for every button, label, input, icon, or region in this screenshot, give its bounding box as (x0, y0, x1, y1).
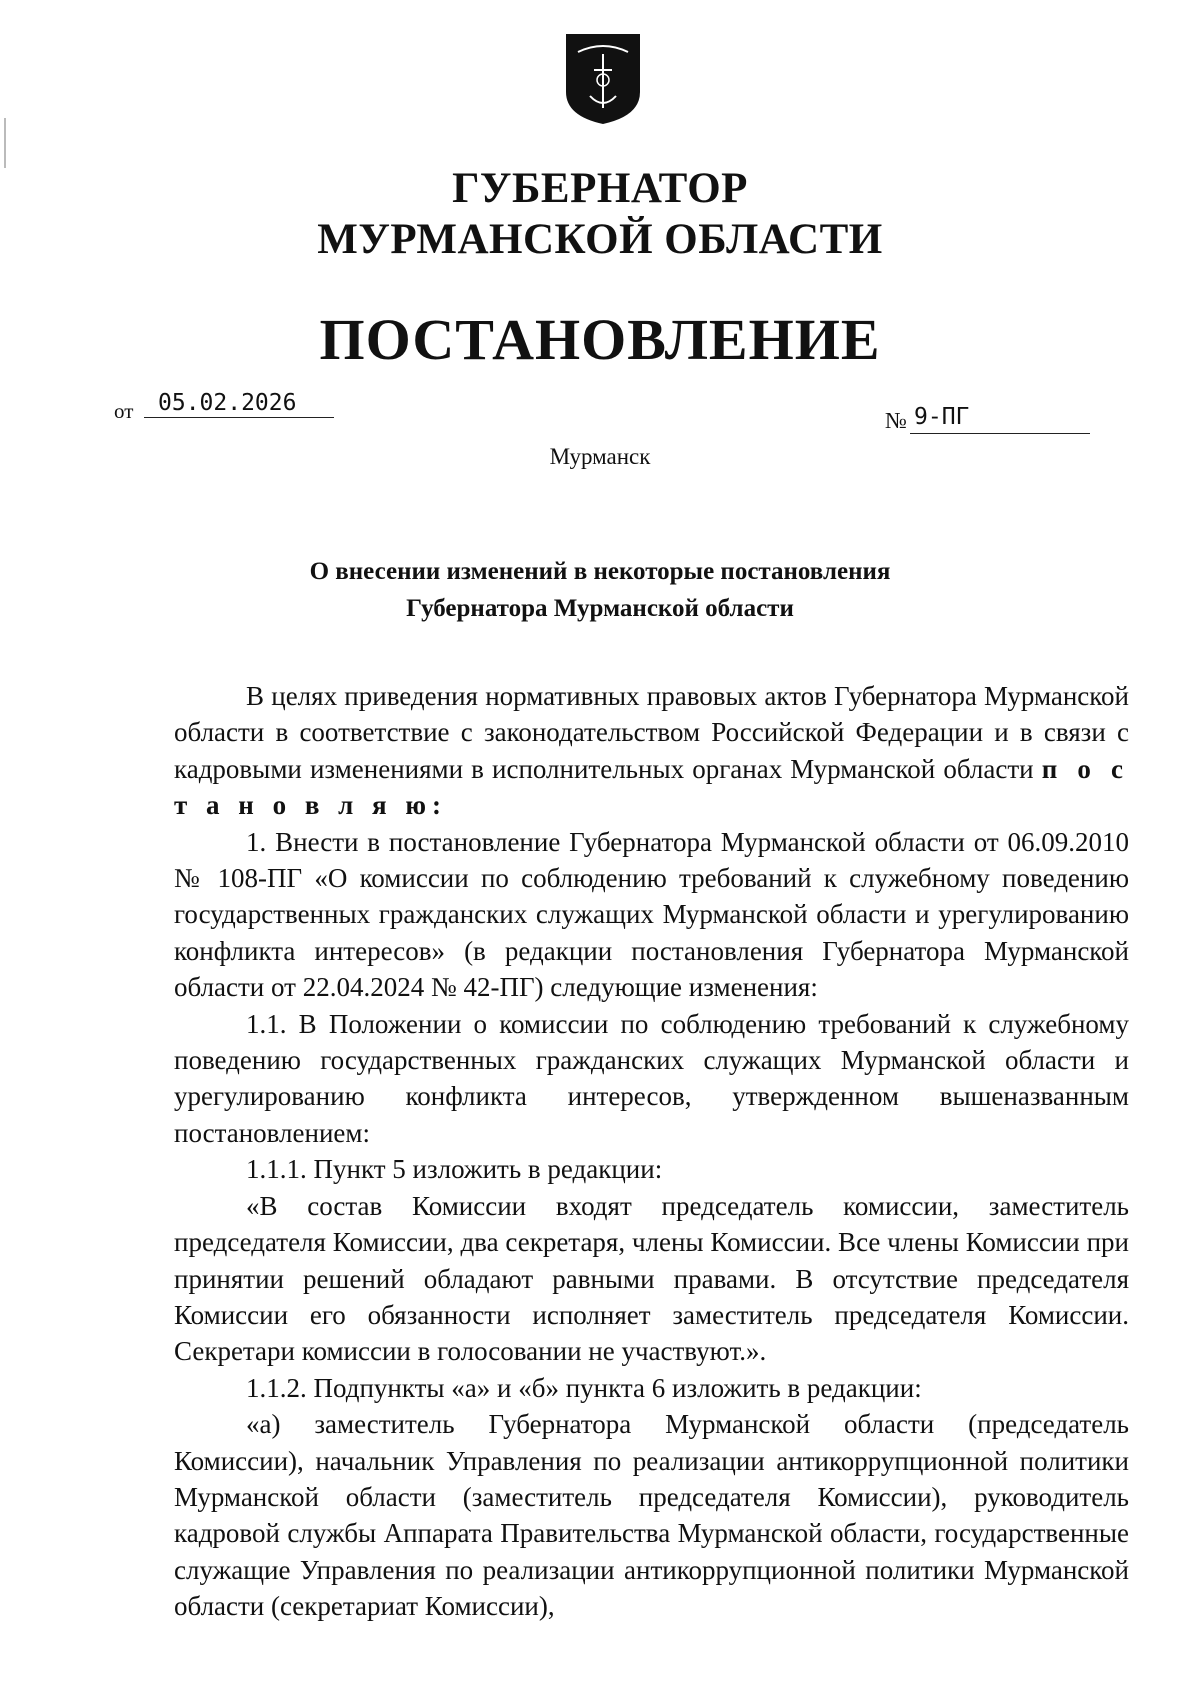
document-type-title: ПОСТАНОВЛЕНИЕ (319, 307, 881, 372)
number-field: 9-ПГ (910, 400, 1090, 434)
paragraph-1: 1. Внести в постановление Губернатора Мурманской области от 06.09.2010 № 108-ПГ «О комиссии по соблюдению требований к служебному поведению государственных гражданских служащих Мурманской области и урегулированию конфликта интересов» (в редакции постановления Губернатора Мурманской области от 22.04.2024 № 42-ПГ) следующие изменения: (174, 826, 1129, 1003)
decree-word: п о с т а н о в л я ю: (174, 753, 1130, 821)
scan-margin-mark (4, 118, 6, 168)
intro-paragraph (174, 678, 1129, 824)
coat-of-arms-emblem-icon (564, 30, 642, 126)
paragraph-1-1-2-a: «а) заместитель Губернатора Мурманской области (председатель Комиссии), начальник Управления по реализации антикоррупционной политики Мурманской области (заместитель председателя Комиссии), руководитель кадровой службы Аппарата Правительства Мурманской области, государственные служащие Управления по реализации антикоррупционной политики Мурманской области (секретариат Комиссии), (174, 1409, 1129, 1622)
authority-title-line1: ГУБЕРНАТОР (452, 165, 748, 212)
city-name: Мурманск (549, 444, 651, 469)
paragraph-1-1-2: 1.1.2. Подпункты «а» и «б» пункта 6 изложить в редакции: (246, 1372, 922, 1403)
number-label: № (885, 408, 907, 433)
authority-title-line2: МУРМАНСКОЙ ОБЛАСТИ (317, 216, 883, 263)
subject-line2: Губернатора Мурманской области (406, 595, 794, 622)
paragraph-1-1: 1.1. В Положении о комиссии по соблюдению требований к служебному поведению государственных гражданских служащих Мурманской области и урегулированию конфликта интересов, утвержденном вышеназванным постановлением: (174, 1008, 1129, 1148)
date-label: от (114, 399, 134, 423)
document-subject (0, 553, 1200, 627)
document-body (174, 678, 1129, 1625)
intro-text: В целях приведения нормативных правовых актов Губернатора Мурманской области в соответствие с законодательством Российской Федерации и в связи с кадровыми изменениями в исполнительных органах Мурманской области (174, 681, 1129, 784)
date-field: 05.02.2026 (144, 388, 334, 418)
subject-line1: О внесении изменений в некоторые постановления (309, 558, 891, 585)
paragraph-1-1-1: 1.1.1. Пункт 5 изложить в редакции: (246, 1154, 663, 1185)
paragraph-1-1-1-text: «В состав Комиссии входят председатель комиссии, заместитель председателя Комиссии, два секретаря, члены Комиссии. Все члены Комиссии при принятии решений обладают равными правами. В отсутствие председателя Комиссии его обязанности исполняет заместитель председателя Комиссии. Секретари комиссии в голосовании не участвуют.». (174, 1190, 1129, 1367)
